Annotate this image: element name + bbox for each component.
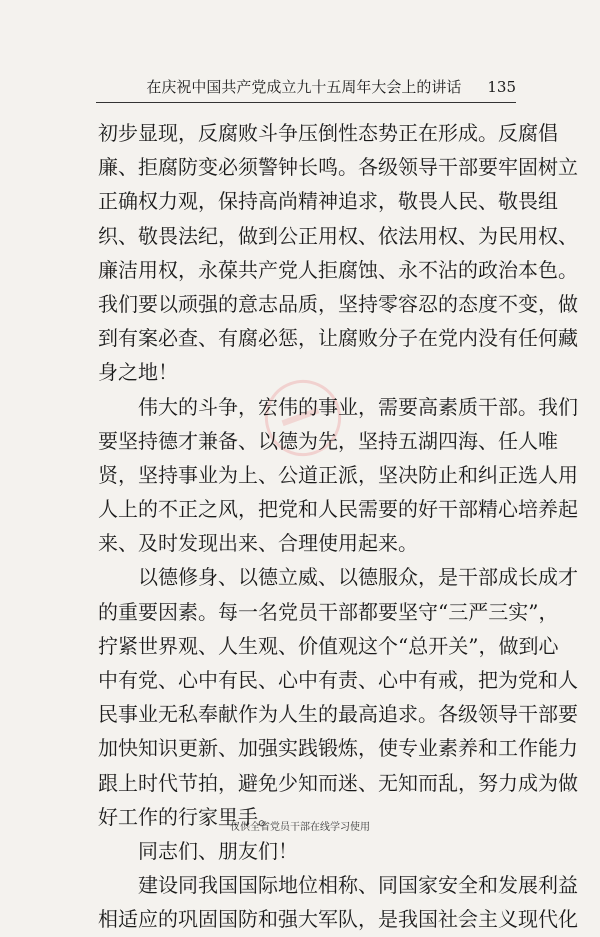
running-header <box>96 76 516 103</box>
text-line: 拧紧世界观、人生观、价值观这个“总开关”，做到心 <box>98 633 559 658</box>
text-line: 的重要因素。每一名党员干部都要坚守“三严三实”， <box>98 599 559 624</box>
text-line: 正确权力观，保持高尚精神追求，敬畏人民、敬畏组 <box>98 189 558 214</box>
text-line: 廉洁用权，永葆共产党人拒腐蚀、永不沾的政治本色。 <box>98 257 578 282</box>
text-line: 加快知识更新、加强实践锻炼，使专业素养和工作能力 <box>98 736 578 761</box>
text-line: 织、敬畏法纪，做到公正用权、依法用权、为民用权、 <box>98 223 578 248</box>
text-line: 人上的不正之风，把党和人民需要的好干部精心培养起 <box>98 497 578 522</box>
text-line: 廉、拒腐防变必须警钟长鸣。各级领导干部要牢固树立 <box>98 155 578 180</box>
text-line: 到有案必查、有腐必惩，让腐败分子在党内没有任何藏 <box>98 326 578 351</box>
text-line: 民事业无私奉献作为人生的最高追求。各级领导干部要 <box>98 702 578 727</box>
body-text <box>98 116 578 937</box>
header-title: 在庆祝中国共产党成立九十五周年大会上的讲话 <box>146 78 462 96</box>
page-number: 135 <box>487 78 516 96</box>
text-line: 贤，坚持事业为上、公道正派，坚决防止和纠正选人用 <box>98 462 578 487</box>
text-line: 中有党、心中有民、心中有责、心中有戒，把为党和人 <box>98 668 578 692</box>
text-line: 好工作的行家里手。 <box>98 804 278 829</box>
text-line: 要坚持德才兼备、以德为先，坚持五湖四海、任人唯 <box>98 428 558 453</box>
text-line: 初步显现，反腐败斗争压倒性态势正在形成。反腐倡 <box>98 121 558 145</box>
text-line: 以德修身、以德立威、以德服众，是干部成长成才 <box>98 565 578 590</box>
text-line: 相适应的巩固国防和强大军队，是我国社会主义现代化 <box>98 907 578 932</box>
text-line: 来、及时发现出来、合理使用起来。 <box>98 531 418 556</box>
text-line: 建设同我国国际地位相称、同国家安全和发展利益 <box>98 873 578 898</box>
footer-note: 仅供全省党员干部在线学习使用 <box>230 822 370 833</box>
text-line: 身之地！ <box>98 360 178 385</box>
text-line: 跟上时代节拍，避免少知而迷、无知而乱，努力成为做 <box>98 770 578 795</box>
text-line: 伟大的斗争，宏伟的事业，需要高素质干部。我们 <box>98 394 578 419</box>
text-line: 同志们、朋友们！ <box>98 838 298 863</box>
text-line: 我们要以顽强的意志品质，坚持零容忍的态度不变，做 <box>98 291 578 316</box>
